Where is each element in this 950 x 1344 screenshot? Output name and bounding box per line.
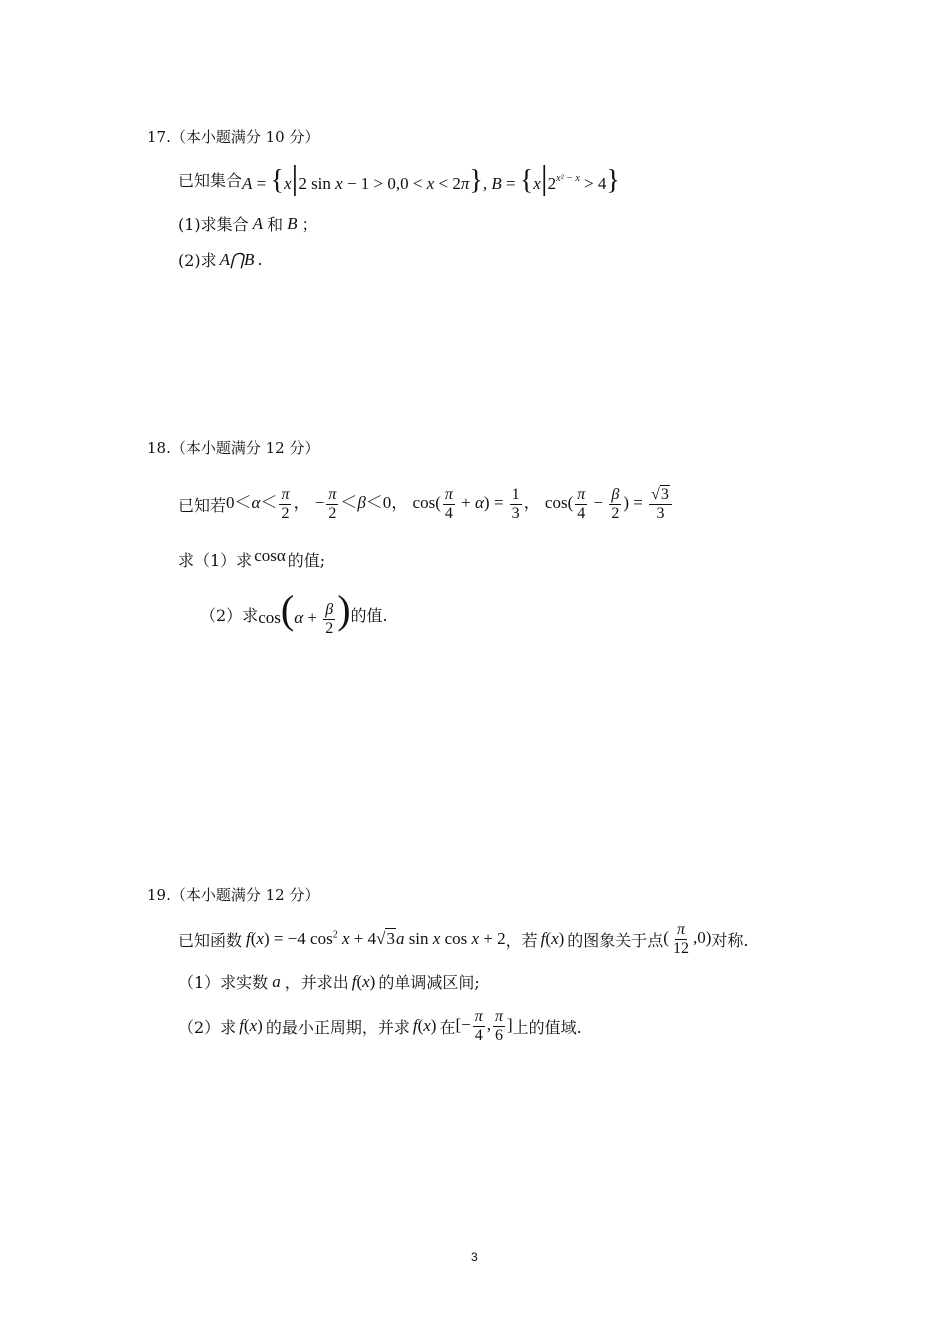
q18-heading: 18.（本小题满分 12 分） [147,439,320,457]
q17-set-expression: A = {x|2 sin x − 1 > 0,0 < x < 2π}, $B = \{x|2^{x^2 - x} > 4\}$ [242,160,620,197]
q17-part2: (2)求 A⋂B . [178,249,263,270]
page-number: 3 [471,1250,478,1264]
q19-part1: （1）求实数 a ，并求出 f(x) 的单调减区间; [178,971,480,992]
q18-part1: 求（1）求 cosα 的值; [178,545,326,570]
q18-part2-expression: cos(α + $\frac{\beta}{2}$ ) [258,587,351,637]
q18-part2: （2）求 cos(α + $\frac{\beta}{2}$ ) 的值. [200,587,388,637]
q17-statement [178,160,620,198]
q17-intro: 已知集合 [178,170,243,190]
q19-interval: [− $\frac{\pi}{4}$ , $\frac{\pi}{6}$ ] [455,1007,513,1044]
q19-function: f(x) = −4 $\cos^2 x + 4√3a$ sin x cos x + 2 [246,929,506,948]
q19-point: ( $\frac{\pi}{12}$ ,0) [663,920,712,957]
q17-part1: (1)求集合 A 和 B ； [178,213,318,234]
q17-heading: 17.（本小题满分 10 分） [147,128,320,146]
q18-conditions: 0＜α＜ $\frac{\pi}{2}$ ， − $\frac{\pi}{2}$ ＜β＜0， cos( $\frac{\pi}{4}$ + α) = $\frac{1}{3}$ ， cos( $\frac{\pi}{4}$ − $\frac{\beta}{2}$ ) = $\frac{√3}{3}$ [226,486,674,522]
q18-statement: 已知若 0＜α＜ $\frac{\pi}{2}$ ， − $\frac{\pi}{2}$ ＜β＜0， cos( $\frac{\pi}{4}$ + α) = $\frac{1}{3}$ ， cos( $\frac{\pi}{4}$ − $\frac{\beta}{2}$ ) = $\frac{√3}{3}$ [178,480,674,528]
q19-heading: 19.（本小题满分 12 分） [147,886,320,904]
q19-part2: （2）求 f(x) 的最小正周期，并求 f(x) 在 [− $\frac{\pi}{4}$ , $\frac{\pi}{6}$ ] 上的值域. [178,1007,582,1044]
q19-statement: 已知函数 f(x) = −4 $\cos^2 x + 4√3a$ sin x cos x + 2 ，若 f(x) 的图象关于点 ( $\frac{\pi}{12}$ ,0) 对称. [178,920,749,957]
